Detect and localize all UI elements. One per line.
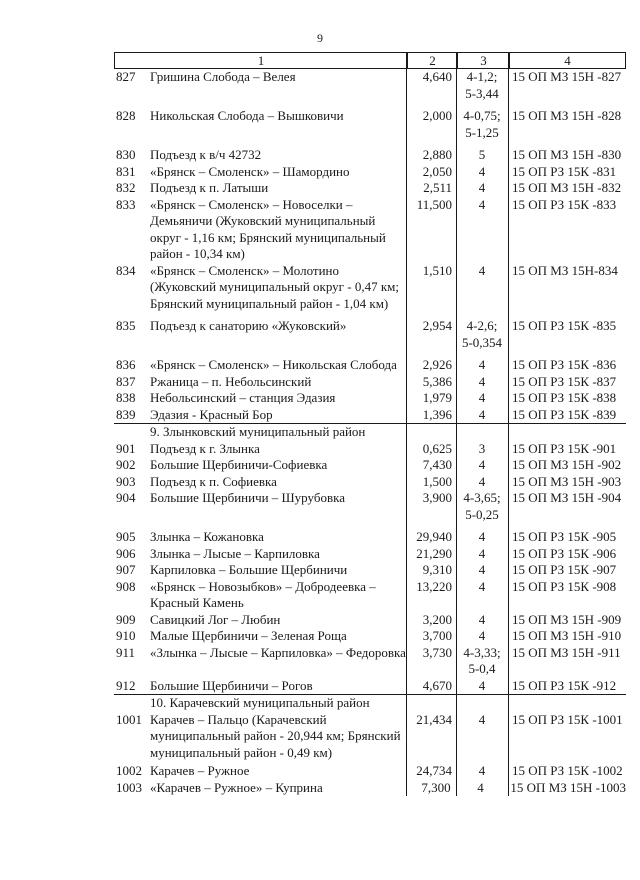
road-category-line: 4	[478, 611, 486, 627]
road-code: 15 ОП РЗ 15К -905	[512, 529, 617, 544]
road-number	[0, 457, 146, 474]
road-category-line: 4	[478, 545, 486, 561]
road-number-text: 911	[116, 644, 136, 660]
road-code: 15 ОП РЗ 15К -1002	[512, 763, 623, 778]
road-category-line: 4	[478, 196, 486, 212]
road-category-line: 3	[478, 440, 486, 456]
road-name: «Брянск – Смоленск» – Новоселки – Демьяничи (Жуковский муниципальный округ - 1,16 км; Брянский муниципальный район - 10,34 км)	[150, 196, 386, 261]
road-code: 15 ОП МЗ 15Н -828	[512, 108, 622, 123]
road-category	[456, 628, 508, 645]
road-category-line: 5-0,25	[465, 506, 499, 522]
road-category-line: 4	[478, 529, 486, 544]
road-category-line: 4	[477, 779, 484, 795]
road-name: Карачев – Ружное	[150, 763, 250, 778]
road-category-line: 4	[478, 457, 486, 472]
road-category-line: 4-2,6;	[466, 318, 498, 333]
road-name: «Карачев – Ружное» – Куприна	[150, 779, 323, 795]
road-code: 15 ОП МЗ 15Н -911	[512, 644, 621, 660]
road-code: 15 ОП РЗ 15К -912	[512, 677, 617, 693]
road-number	[0, 612, 146, 629]
road-number-text: 838	[116, 390, 136, 405]
table-row	[114, 390, 626, 407]
column-divider-1	[406, 52, 407, 796]
road-code: 15 ОП МЗ 15Н -903	[512, 473, 622, 489]
road-number	[0, 69, 146, 86]
table-row	[114, 579, 626, 612]
road-category	[455, 780, 507, 797]
road-number-text: 912	[116, 677, 136, 693]
road-category	[456, 180, 508, 197]
road-category-line: 4	[478, 262, 486, 278]
road-category	[456, 678, 508, 695]
table-row	[114, 474, 626, 491]
road-length: 21,434	[416, 711, 452, 727]
road-number-text: 827	[116, 69, 136, 84]
road-code: 15 ОП РЗ 15К -906	[512, 545, 617, 561]
road-number	[0, 108, 146, 125]
road-number-text: 907	[116, 562, 136, 577]
road-category-line: 5-0,4	[468, 661, 496, 676]
road-length: 3,700	[422, 628, 452, 643]
road-number-text: 1001	[116, 711, 142, 727]
road-number	[0, 546, 146, 563]
road-name: Подъезд к санаторию «Жуковский»	[150, 318, 347, 333]
table-row	[114, 318, 626, 351]
road-category	[456, 263, 508, 280]
road-name: Подъезд к п. Софиевка	[150, 473, 277, 489]
table-row	[114, 529, 626, 546]
road-code: 15 ОП МЗ 15Н -1003	[510, 779, 626, 795]
road-category	[456, 562, 508, 579]
road-name: Большие Щербиничи – Шурубовка	[150, 490, 345, 505]
road-length: 2,926	[422, 357, 452, 372]
table-row	[114, 357, 626, 374]
road-name: Большие Щербиничи – Рогов	[150, 677, 313, 693]
road-length: 24,734	[416, 763, 452, 778]
road-length: 4,670	[422, 677, 452, 693]
road-code: 15 ОП МЗ 15Н -910	[512, 628, 622, 643]
road-category-line: 4	[478, 357, 486, 372]
road-category	[456, 197, 508, 214]
table-row	[114, 612, 626, 629]
road-category	[456, 546, 508, 563]
road-name: Подъезд к г. Злынка	[150, 440, 260, 456]
table-row	[114, 69, 626, 102]
road-category	[456, 407, 508, 424]
road-category-line: 4	[478, 180, 486, 195]
road-code: 15 ОП РЗ 15К -833	[512, 196, 617, 212]
road-length: 29,940	[416, 529, 452, 544]
road-category-line: 4-1,2;	[466, 69, 498, 84]
road-name: Карпиловка – Большие Щербиничи	[150, 562, 348, 577]
road-name: Злынка – Кожановка	[150, 529, 264, 544]
road-number	[0, 645, 146, 662]
road-category	[456, 357, 508, 374]
road-number-text: 908	[116, 578, 136, 594]
road-name: Подъезд к п. Латыши	[150, 180, 269, 195]
road-category	[456, 529, 508, 546]
road-number-text: 909	[116, 611, 136, 627]
road-category	[456, 374, 508, 391]
road-name: Савицкий Лог – Любин	[150, 611, 281, 627]
road-number-text: 901	[116, 440, 136, 456]
road-category-line: 4-3,65;	[463, 490, 501, 505]
road-number-text: 837	[116, 373, 136, 389]
road-code: 15 ОП РЗ 15К -908	[512, 578, 617, 594]
road-number	[0, 318, 146, 335]
header-col-3: 3	[457, 53, 509, 68]
road-length: 3,200	[422, 611, 452, 627]
road-name: Малые Щербиничи – Зеленая Роща	[150, 628, 347, 643]
header-col-1: 1	[257, 53, 265, 68]
road-name: Эдазия - Красный Бор	[150, 406, 273, 422]
road-name: Гришина Слобода – Велея	[150, 69, 296, 84]
road-code: 15 ОП РЗ 15К -907	[512, 562, 617, 577]
road-category	[456, 164, 508, 181]
section-heading	[114, 694, 626, 712]
road-number	[0, 562, 146, 579]
road-category-line: 4	[478, 628, 486, 643]
road-code: 15 ОП РЗ 15К -838	[512, 390, 617, 405]
roads-table	[114, 52, 626, 796]
road-category	[456, 763, 508, 780]
table-body	[114, 69, 626, 796]
road-code: 15 ОП МЗ 15Н -830	[512, 147, 622, 162]
road-category	[456, 612, 508, 629]
road-category	[456, 147, 508, 164]
road-length: 7,430	[422, 457, 452, 472]
road-category-line: 5	[478, 147, 486, 162]
table-row	[114, 441, 626, 458]
road-name: «Брянск – Смоленск» – Молотино (Жуковский муниципальный округ - 0,47 км; Брянский муниципальный район - 1,04 км)	[150, 262, 399, 311]
table-row	[114, 780, 626, 797]
table-row	[114, 263, 626, 313]
road-category-line: 5-0,354	[461, 334, 503, 350]
table-header	[114, 52, 626, 69]
road-category	[456, 645, 508, 678]
table-row	[114, 562, 626, 579]
road-length: 11,500	[416, 196, 452, 212]
road-code: 15 ОП МЗ 15Н -909	[512, 611, 622, 627]
table-row	[114, 197, 626, 263]
road-number-text: 828	[116, 108, 136, 123]
road-length: 4,640	[422, 69, 452, 84]
road-category-line: 4	[478, 578, 486, 594]
table-row	[114, 180, 626, 197]
road-number-text: 904	[116, 490, 136, 505]
road-category	[456, 318, 508, 351]
road-name: Подъезд к в/ч 42732	[150, 147, 262, 162]
road-code: 15 ОП МЗ 15Н -904	[512, 490, 622, 505]
road-number	[0, 628, 146, 645]
road-number	[0, 407, 146, 424]
table-row	[114, 490, 626, 523]
table-row	[114, 108, 626, 141]
road-code: 15 ОП МЗ 15Н-834	[512, 262, 618, 278]
road-category-line: 4	[478, 562, 486, 577]
road-length: 2,880	[422, 147, 452, 162]
road-category	[456, 457, 508, 474]
road-name: Большие Щербиничи-Софиевка	[150, 457, 328, 472]
road-length: 9,310	[422, 562, 452, 577]
table-row	[114, 763, 626, 780]
table-row	[114, 374, 626, 391]
road-number	[0, 197, 146, 214]
road-number	[0, 180, 146, 197]
road-length: 5,386	[422, 373, 452, 389]
road-number	[0, 441, 146, 458]
column-divider-3	[508, 52, 509, 796]
road-category	[456, 490, 508, 523]
road-number	[0, 374, 146, 391]
road-number-text: 903	[116, 473, 136, 489]
table-row	[114, 678, 626, 695]
road-length: 13,220	[416, 578, 452, 594]
road-number	[0, 147, 146, 164]
road-name: Никольская Слобода – Вышковичи	[150, 108, 344, 123]
road-number-text: 906	[116, 545, 136, 561]
road-category-line: 4	[478, 406, 486, 422]
road-number	[0, 474, 146, 491]
road-code: 15 ОП РЗ 15К -901	[512, 440, 617, 456]
road-number	[0, 357, 146, 374]
road-number	[0, 490, 146, 507]
road-code: 15 ОП РЗ 15К -836	[512, 357, 617, 372]
road-name: «Брянск – Новозыбков» – Добродеевка – Красный Камень	[150, 578, 376, 610]
road-code: 15 ОП МЗ 15Н -827	[512, 69, 622, 84]
road-length: 2,050	[422, 163, 452, 179]
section-title: 9. Злынковский муниципальный район	[150, 424, 366, 439]
road-name: «Брянск – Смоленск» – Никольская Слобода	[150, 357, 397, 372]
road-name: Карачев – Пальцо (Карачевский муниципальный район - 20,944 км; Брянский муниципальный район - 0,49 км)	[150, 711, 401, 760]
road-code: 15 ОП РЗ 15К -831	[512, 163, 617, 179]
header-col-4: 4	[509, 53, 625, 68]
road-category	[456, 712, 508, 729]
road-number-text: 836	[116, 357, 136, 372]
road-length: 2,000	[422, 108, 452, 123]
road-number-text: 1003	[116, 779, 142, 795]
table-row	[114, 628, 626, 645]
road-number-text: 905	[116, 529, 136, 544]
section-title: 10. Карачевский муниципальный район	[150, 695, 370, 710]
table-row	[114, 645, 626, 678]
road-category-line: 4-3,33;	[463, 644, 501, 660]
road-number-text: 839	[116, 406, 136, 422]
road-number	[0, 712, 146, 729]
road-length: 1,500	[422, 473, 452, 489]
road-code: 15 ОП РЗ 15К -1001	[512, 711, 623, 727]
road-number	[0, 164, 146, 181]
road-code: 15 ОП РЗ 15К -837	[512, 373, 617, 389]
road-category	[456, 69, 508, 102]
road-number	[0, 263, 146, 280]
section-heading	[114, 423, 626, 441]
table-row	[114, 407, 626, 424]
road-number	[0, 763, 146, 780]
road-code: 15 ОП РЗ 15К -835	[512, 318, 617, 333]
road-number	[0, 678, 146, 695]
road-category-line: 4	[478, 473, 486, 489]
road-name: Небольсинский – станция Эдазия	[150, 390, 336, 405]
page-number: 9	[317, 31, 323, 45]
table-row	[114, 164, 626, 181]
road-number-text: 831	[116, 163, 136, 179]
road-length: 3,900	[422, 490, 452, 505]
road-number-text: 832	[116, 180, 136, 195]
road-number	[0, 579, 146, 596]
road-length: 21,290	[416, 545, 452, 561]
road-code: 15 ОП МЗ 15Н -832	[512, 180, 622, 195]
header-col-2: 2	[407, 53, 457, 68]
road-code: 15 ОП РЗ 15К -839	[512, 406, 617, 422]
road-category-line: 5-3,44	[465, 85, 499, 101]
road-number	[0, 390, 146, 407]
road-category	[456, 441, 508, 458]
road-length: 2,954	[422, 318, 452, 333]
road-number-text: 833	[116, 196, 136, 212]
road-category-line: 4	[478, 677, 486, 693]
table-row	[114, 147, 626, 164]
road-length: 3,730	[422, 644, 452, 660]
road-number	[0, 529, 146, 546]
road-category	[456, 579, 508, 596]
road-category-line: 4	[478, 763, 486, 778]
road-category-line: 4-0,75;	[463, 108, 501, 123]
road-length: 0,625	[422, 440, 452, 456]
road-length: 1,396	[422, 406, 452, 422]
road-code: 15 ОП МЗ 15Н -902	[512, 457, 622, 472]
road-name: «Злынка – Лысые – Карпиловка» – Федоровка	[150, 644, 406, 660]
road-number-text: 834	[116, 262, 136, 278]
road-name: Ржаница – п. Небольсинский	[150, 373, 312, 389]
road-category	[456, 108, 508, 141]
road-number	[0, 780, 146, 797]
road-length: 1,979	[422, 390, 452, 405]
road-category	[456, 474, 508, 491]
road-category-line: 4	[478, 163, 486, 179]
table-row	[114, 546, 626, 563]
road-number-text: 1002	[116, 763, 142, 778]
road-length: 1,510	[422, 262, 452, 278]
road-name: Злынка – Лысые – Карпиловка	[150, 545, 320, 561]
road-category-line: 4	[478, 711, 486, 727]
column-divider-2	[456, 52, 457, 796]
road-name: «Брянск – Смоленск» – Шамордино	[150, 163, 350, 179]
table-row	[114, 457, 626, 474]
road-category-line: 5-1,25	[465, 124, 499, 140]
road-length: 7,300	[421, 779, 451, 795]
road-category-line: 4	[478, 373, 486, 389]
road-category-line: 4	[478, 390, 486, 405]
road-number-text: 902	[116, 457, 136, 472]
road-length: 2,511	[423, 180, 452, 195]
road-number-text: 910	[116, 628, 136, 643]
road-number-text: 835	[116, 318, 136, 333]
road-category	[456, 390, 508, 407]
table-row	[114, 712, 626, 762]
road-number-text: 830	[116, 147, 136, 162]
